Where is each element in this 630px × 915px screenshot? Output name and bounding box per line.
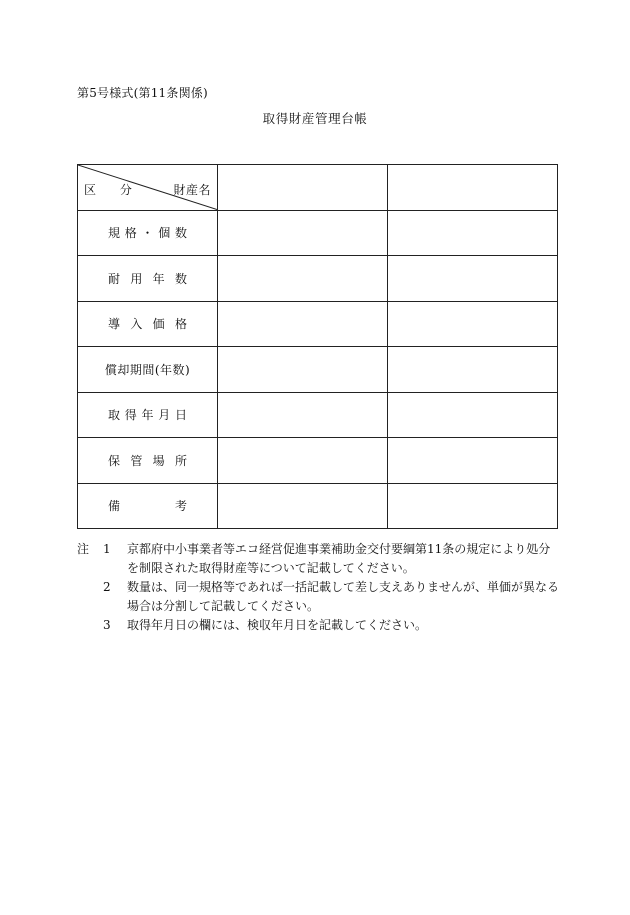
asset-name-label: 財産名	[173, 183, 211, 197]
label-char: 管	[130, 453, 143, 468]
label-char: 考	[174, 499, 187, 514]
value-cell[interactable]	[218, 256, 388, 302]
asset-ledger-table	[77, 164, 558, 529]
value-cell[interactable]	[388, 210, 558, 256]
note-item	[77, 540, 559, 578]
note-item	[77, 578, 559, 616]
row-label-spec-quantity	[78, 210, 218, 256]
label-char: 耐	[108, 271, 121, 286]
label-char: 数	[174, 271, 187, 286]
label-char: 用	[130, 271, 143, 286]
label-char: 備	[108, 499, 121, 514]
asset-name-cell-2[interactable]	[388, 165, 558, 211]
value-cell[interactable]	[388, 483, 558, 529]
corner-header-cell	[78, 165, 218, 211]
note-text: 取得年月日の欄には、検収年月日を記載してください。	[127, 618, 428, 632]
value-cell[interactable]	[388, 256, 558, 302]
value-cell[interactable]	[388, 392, 558, 438]
value-cell[interactable]	[218, 347, 388, 393]
value-cell[interactable]	[388, 438, 558, 484]
table-row	[78, 483, 558, 529]
value-cell[interactable]	[218, 483, 388, 529]
label-char: 個	[158, 226, 171, 241]
label-char: 月	[158, 408, 171, 423]
label-char: 格	[124, 226, 137, 241]
form-number: 第5号様式(第11条関係)	[77, 86, 208, 100]
notes-section	[77, 540, 559, 635]
label-char: 場	[152, 453, 165, 468]
note-number: 2	[103, 580, 111, 594]
label-char: 取	[108, 408, 121, 423]
value-cell[interactable]	[218, 438, 388, 484]
category-label: 区 分	[84, 183, 142, 197]
label-char: 年	[152, 271, 165, 286]
table-row	[78, 210, 558, 256]
label-char: 価	[152, 317, 165, 332]
note-text: 京都府中小事業者等エコ経営促進事業補助金交付要綱第11条の規定により処分を制限された取得財産等について記載してください。	[127, 542, 551, 575]
note-number: 1	[103, 542, 111, 556]
row-label-acquisition-price	[78, 301, 218, 347]
label-char: 導	[108, 317, 121, 332]
value-cell[interactable]	[218, 210, 388, 256]
table-row	[78, 301, 558, 347]
label-char: 入	[130, 317, 143, 332]
table-row	[78, 347, 558, 393]
asset-name-cell-1[interactable]	[218, 165, 388, 211]
table-row	[78, 438, 558, 484]
label-char: ・	[141, 226, 154, 241]
label-char: 日	[174, 408, 187, 423]
label-char: 所	[174, 453, 187, 468]
row-label-depreciation-period	[78, 347, 218, 393]
label-char: 格	[174, 317, 187, 332]
table-header-row	[78, 165, 558, 211]
label-char: 規	[108, 226, 121, 241]
label-char: 年	[141, 408, 154, 423]
note-number: 3	[103, 618, 111, 632]
value-cell[interactable]	[388, 347, 558, 393]
table-row	[78, 392, 558, 438]
notes-prefix: 注	[77, 542, 90, 556]
table-row	[78, 256, 558, 302]
row-label-useful-life	[78, 256, 218, 302]
value-cell[interactable]	[218, 301, 388, 347]
label-char: 得	[124, 408, 137, 423]
label-char: 保	[108, 453, 121, 468]
label-text: 償却期間(年数)	[104, 362, 191, 377]
document-title: 取得財産管理台帳	[262, 111, 368, 126]
row-label-remarks	[78, 483, 218, 529]
row-label-acquisition-date	[78, 392, 218, 438]
value-cell[interactable]	[218, 392, 388, 438]
note-item	[77, 616, 559, 635]
row-label-storage-location	[78, 438, 218, 484]
note-text: 数量は、同一規格等であれば一括記載して差し支えありませんが、単価が異なる場合は分割して記載してください。	[127, 580, 560, 613]
value-cell[interactable]	[388, 301, 558, 347]
label-char: 数	[174, 226, 187, 241]
